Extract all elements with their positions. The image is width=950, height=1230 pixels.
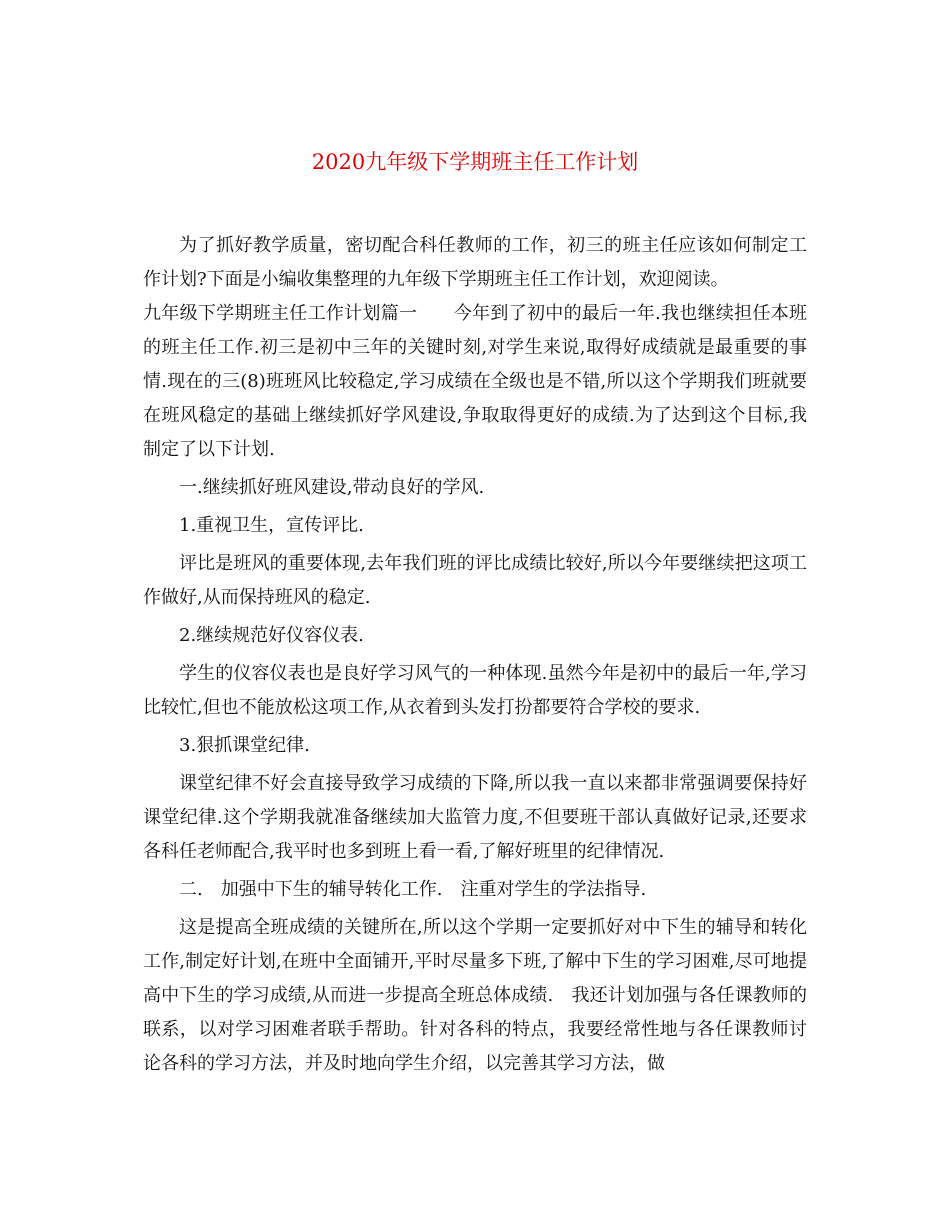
item-heading-1: 1.重视卫生，宣传评比. — [179, 515, 364, 536]
section-heading-1: 一.继续抓好班风建设,带动良好的学风. — [179, 477, 485, 498]
document-title: 2020九年级下学期班主任工作计划 — [311, 150, 639, 174]
plan-opening-paragraph: 九年级下学期班主任工作计划篇一 今年到了初中的最后一年.我也继续担任本班的班主任工作.初三是初中三年的关键时刻,对学生来说,取得好成绩就是最重要的事情.现在的三(8)班班风比较稳定,学习成绩在全级也是不错,所以这个学期我们班就要在班风稳定的基础上继续抓好学风建设,争取取得更好的成绩.为了达到这个目标,我制定了以下计划. — [143, 303, 807, 460]
section-heading-2: 二. 加强中下生的辅导转化工作. 注重对学生的学法指导. — [179, 879, 647, 900]
item-heading-2: 2.继续规范好仪容仪表. — [179, 625, 364, 646]
item-paragraph-1: 评比是班风的重要体现,去年我们班的评比成绩比较好,所以今年要继续把这项工作做好,从而保持班风的稳定. — [143, 553, 807, 608]
document-body — [143, 229, 807, 1081]
section-paragraph-2: 这是提高全班成绩的关键所在,所以这个学期一定要抓好对中下生的辅导和转化工作,制定好计划,在班中全面铺开,平时尽量多下班,了解中下生的学习困难,尽可地提高中下生的学习成绩,从而进一步提高全班总体成绩. 我还计划加强与各任课教师的联系，以对学习困难者联手帮助。针对各科的特点，我要经常性地与各任课教师讨论各科的学习方法，并及时地向学生介绍，以完善其学习方法，做 — [143, 917, 807, 1074]
intro-paragraph: 为了抓好教学质量，密切配合科任教师的工作，初三的班主任应该如何制定工作计划?下面是小编收集整理的九年级下学期班主任工作计划，欢迎阅读。 — [143, 235, 807, 290]
item-heading-3: 3.狠抓课堂纪律. — [179, 735, 310, 756]
item-paragraph-2: 学生的仪容仪表也是良好学习风气的一种体现.虽然今年是初中的最后一年,学习比较忙,但也不能放松这项工作,从衣着到头发打扮都要符合学校的要求. — [143, 663, 807, 718]
item-paragraph-3: 课堂纪律不好会直接导致学习成绩的下降,所以我一直以来都非常强调要保持好课堂纪律.这个学期我就准备继续加大监管力度,不但要班干部认真做好记录,还要求各科任老师配合,我平时也多到班上看一看,了解好班里的纪律情况. — [143, 773, 807, 862]
